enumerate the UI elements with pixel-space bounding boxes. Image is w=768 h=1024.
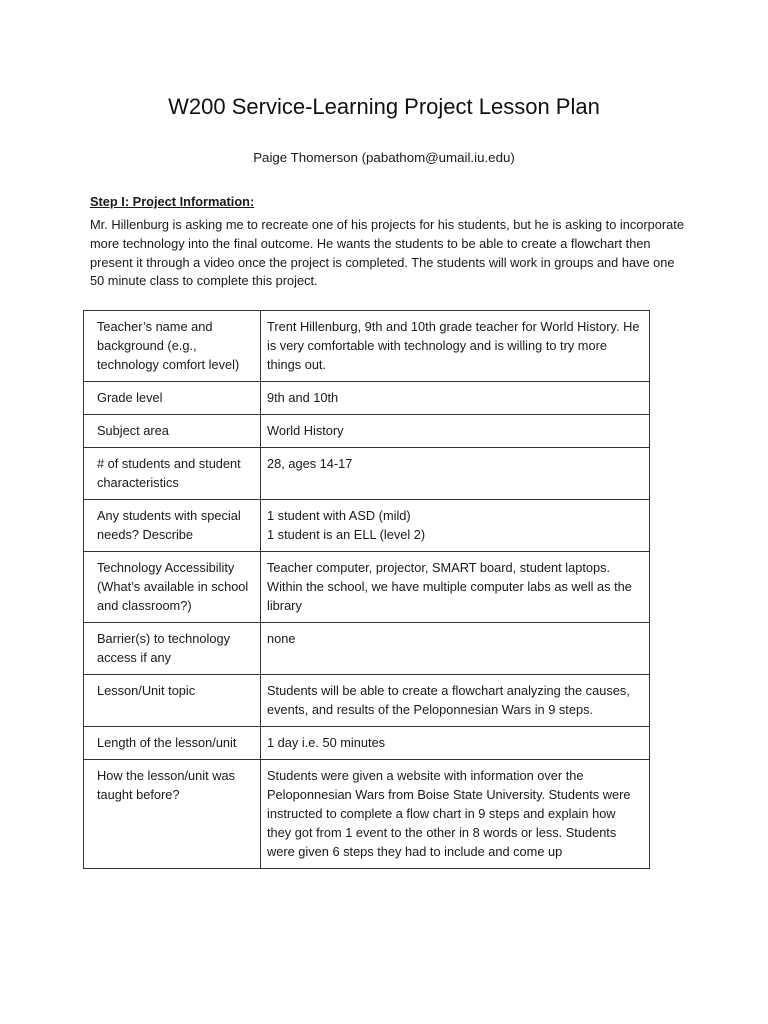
row-value-line: World History [267,423,344,438]
row-value-line: none [267,631,296,646]
row-value-line: 1 student is an ELL (level 2) [267,527,426,542]
row-value-line: Students will be able to create a flowchart analyzing the causes, events, and results of the Peloponnesian Wars in 9 steps. [267,683,630,717]
table-row [84,448,650,500]
author-line: Paige Thomerson (pabathom@umail.iu.edu) [253,150,515,165]
row-value-line: Trent Hillenburg, 9th and 10th grade teacher for World History. He is very comfortable with technology and is willing to try more things out. [267,319,640,372]
row-value-line: Teacher computer, projector, SMART board, student laptops. Within the school, we have multiple computer labs as well as the library [267,560,632,613]
row-value [261,675,650,727]
table-row [84,760,650,869]
row-value [261,448,650,500]
intro-paragraph: Mr. Hillenburg is asking me to recreate one of his projects for his students, but he is asking to incorporate more technology into the final outcome. He wants the students to be able to create a flowchart then present it through a video once the project is completed. The students will work in groups and have one 50 minute class to complete this project. [90,217,684,289]
row-value [261,382,650,415]
row-value [261,500,650,552]
row-label: Teacher’s name and background (e.g., technology comfort level) [84,311,261,382]
row-value [261,727,650,760]
row-value-line: 9th and 10th [267,390,339,405]
table-row [84,675,650,727]
step-heading: Step I: Project Information: [90,194,255,209]
row-label: Technology Accessibility (What’s available in school and classroom?) [84,552,261,623]
row-label: How the lesson/unit was taught before? [84,760,261,869]
row-label: Lesson/Unit topic [84,675,261,727]
row-label: Any students with special needs? Describe [84,500,261,552]
table-row [84,382,650,415]
row-value [261,311,650,382]
row-value [261,623,650,675]
row-value-line: 1 student with ASD (mild) [267,508,411,523]
row-value-line: 28, ages 14-17 [267,456,353,471]
row-label: Subject area [84,415,261,448]
table-row [84,311,650,382]
document-title: W200 Service-Learning Project Lesson Plan [168,94,600,119]
row-value [261,760,650,869]
row-value [261,415,650,448]
table-row [84,552,650,623]
project-info-table-body [84,311,650,869]
row-label: # of students and student characteristics [84,448,261,500]
table-row [84,623,650,675]
table-row [84,415,650,448]
table-row [84,727,650,760]
row-value-line: Students were given a website with information over the Peloponnesian Wars from Boise State University. Students were instructed to complete a flow chart in 9 steps and explain how they got from 1 event to the other in 8 words or less. Students were given 6 steps they had to include and come up [267,768,631,859]
row-label: Barrier(s) to technology access if any [84,623,261,675]
project-info-table [83,310,650,869]
row-label: Grade level [84,382,261,415]
row-label: Length of the lesson/unit [84,727,261,760]
row-value [261,552,650,623]
row-value-line: 1 day i.e. 50 minutes [267,735,386,750]
table-row [84,500,650,552]
